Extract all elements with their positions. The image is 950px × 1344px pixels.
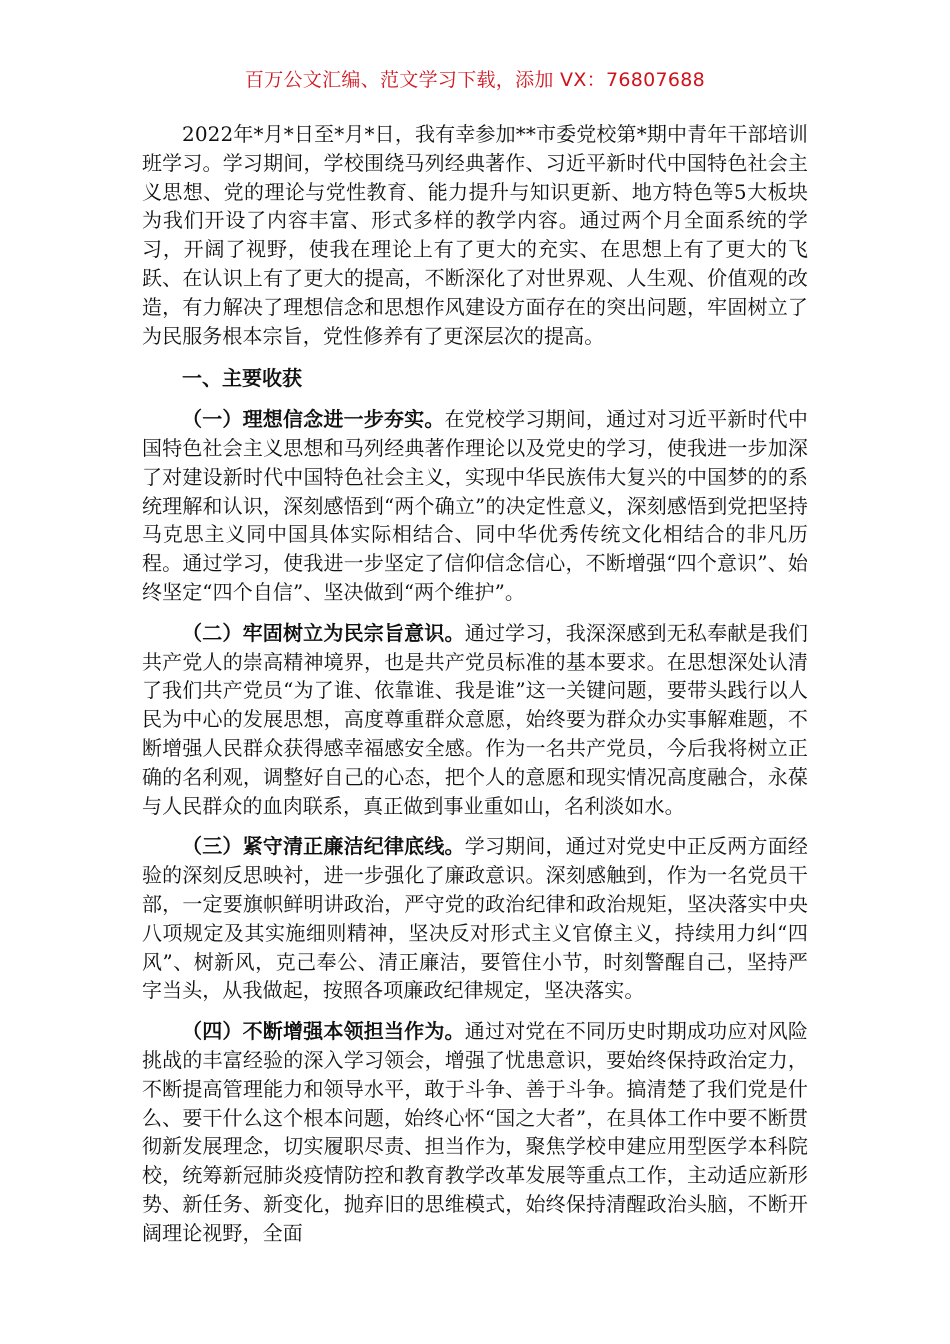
item-paragraph-4 [142, 1017, 808, 1247]
intro-paragraph: 2022年*月*日至*月*日，我有幸参加**市委党校第*期中青年干部培训班学习。学习期间，学校围绕马列经典著作、习近平新时代中国特色社会主义思想、党的理论与党性教育、能力提升与知识更新、地方特色等5大板块为我们开设了内容丰富、形式多样的教学内容。通过两个月全面系统的学习，开阔了视野，使我在理论上有了更大的充实、在思想上有了更大的飞跃、在认识上有了更大的提高，不断深化了对世界观、人生观、价值观的改造，有力解决了理想信念和思想作风建设方面存在的突出问题，牢固树立了为民服务根本宗旨，党性修养有了更深层次的提高。 [142, 122, 808, 348]
item-lead-4: （四）不断增强本领担当作为。 [182, 1019, 465, 1044]
header-banner-text: 百万公文汇编、范文学习下载，添加 VX： [244, 69, 606, 91]
item-text-4: 通过对党在不同历史时期成功应对风险挑战的丰富经验的深入学习领会，增强了忧患意识，要始终保持政治定力，不断提高管理能力和领导水平，敢于斗争、善于斗争。搞清楚了我们党是什么、要干什么这个根本问题，始终心怀“国之大者”，在具体工作中要不断贯彻新发展理念，切实履职尽责、担当作为，聚焦学校申建应用型医学本科院校，统筹新冠肺炎疫情防控和教育教学改革发展等重点工作，主动适应新形势、新任务、新变化，抛弃旧的思维模式，始终保持清醒政治头脑，不断开阔理论视野，全面 [142, 1019, 808, 1245]
item-lead-2: （二）牢固树立为民宗旨意识。 [182, 620, 465, 645]
item-paragraph-1 [142, 405, 808, 607]
item-text-3: 学习期间，通过对党史中正反两方面经验的深刻反思映衬，进一步强化了廉政意识。深刻感触到，作为一名党员干部，一定要旗帜鲜明讲政治，严守党的政治纪律和政治规矩，坚决落实中央八项规定及其实施细则精神，坚决反对形式主义官僚主义，持续用力纠“四风”、树新风，克己奉公、清正廉洁，要管住小节，时刻警醒自己，坚持严字当头，从我做起，按照各项廉政纪律规定，坚决落实。 [142, 834, 808, 1003]
header-banner-number: 76807688 [605, 69, 706, 91]
item-paragraph-3 [142, 832, 808, 1005]
item-lead-1: （一）理想信念进一步夯实。 [182, 407, 445, 432]
document-body [142, 120, 808, 1259]
item-text-1: 在党校学习期间，通过对习近平新时代中国特色社会主义思想和马列经典著作理论以及党史的学习，使我进一步加深了对建设新时代中国特色社会主义，实现中华民族伟大复兴的中国梦的的系统理解和认识，深刻感悟到“两个确立”的决定性意义，深刻感悟到党把坚持马克思主义同中国具体实际相结合、同中华优秀传统文化相结合的非凡历程。通过学习，使我进一步坚定了信仰信念信心，不断增强“四个意识”、始终坚定“四个自信”、坚决做到“两个维护”。 [142, 407, 808, 604]
header-banner [0, 66, 950, 94]
section-heading-main-gains: 一、主要收获 [182, 366, 302, 391]
item-text-2: 通过学习，我深深感到无私奉献是我们共产党人的崇高精神境界，也是共产党员标准的基本要求。在思想深处认清了我们共产党员“为了谁、依靠谁、我是谁”这一关键问题，要带头践行以人民为中心的发展思想，高度尊重群众意愿，始终要为群众办实事解难题，不断增强人民群众获得感幸福感安全感。作为一名共产党员，今后我将树立正确的名利观，调整好自己的心态，把个人的意愿和现实情况高度融合，永葆与人民群众的血肉联系，真正做到事业重如山，名利淡如水。 [142, 620, 808, 818]
item-lead-3: （三）紧守清正廉洁纪律底线。 [182, 834, 465, 859]
item-paragraph-2 [142, 619, 808, 821]
